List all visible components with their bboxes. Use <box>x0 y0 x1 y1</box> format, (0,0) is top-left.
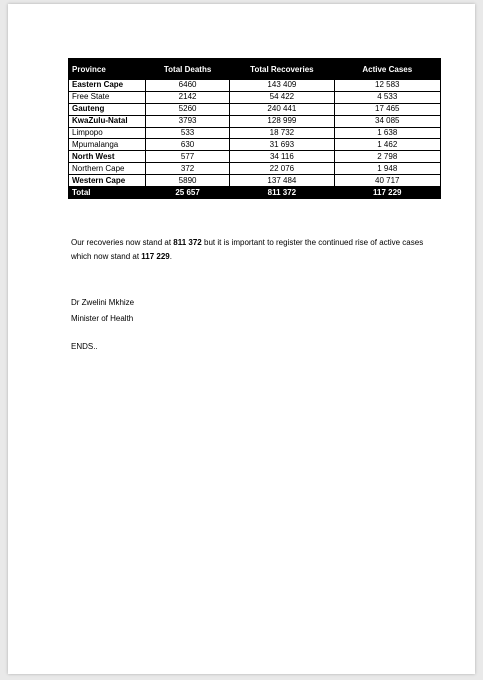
paragraph-text-1: Our recoveries now stand at <box>71 238 174 247</box>
province-cell: North West <box>69 151 146 163</box>
table-row <box>69 115 441 127</box>
province-cell: Northern Cape <box>69 163 146 175</box>
signatory-title: Minister of Health <box>71 314 134 323</box>
deaths-cell: 372 <box>145 163 229 175</box>
deaths-cell: 5890 <box>145 175 229 187</box>
recoveries-cell: 34 116 <box>230 151 334 163</box>
deaths-cell: 6460 <box>145 80 229 92</box>
total-deaths: 25 657 <box>145 187 229 199</box>
deaths-cell: 630 <box>145 139 229 151</box>
active-cell: 12 583 <box>334 80 440 92</box>
active-cases-figure: 117 229 <box>141 252 170 261</box>
table-row <box>69 80 441 92</box>
header-province: Province <box>69 59 146 80</box>
paragraph-text-3: . <box>169 252 172 261</box>
table-row <box>69 175 441 187</box>
deaths-cell: 3793 <box>145 115 229 127</box>
active-cell: 4 533 <box>334 91 440 103</box>
recoveries-cell: 54 422 <box>230 91 334 103</box>
recoveries-cell: 240 441 <box>230 103 334 115</box>
deaths-cell: 5260 <box>145 103 229 115</box>
table-row <box>69 151 441 163</box>
ends-marker: ENDS.. <box>71 342 98 351</box>
province-cell: Eastern Cape <box>69 80 146 92</box>
total-active: 117 229 <box>334 187 440 199</box>
paragraph-text-2: but it is important to register the continued rise of active cases which now stand at <box>71 238 424 261</box>
recoveries-cell: 137 484 <box>230 175 334 187</box>
recoveries-cell: 31 693 <box>230 139 334 151</box>
deaths-cell: 2142 <box>145 91 229 103</box>
recoveries-cell: 128 999 <box>230 115 334 127</box>
header-active-cases: Active Cases <box>334 59 440 80</box>
table-header-row <box>69 59 441 80</box>
deaths-cell: 577 <box>145 151 229 163</box>
active-cell: 1 638 <box>334 127 440 139</box>
table-row <box>69 127 441 139</box>
active-cell: 1 948 <box>334 163 440 175</box>
total-row <box>69 187 441 199</box>
recoveries-cell: 22 076 <box>230 163 334 175</box>
active-cell: 34 085 <box>334 115 440 127</box>
header-total-recoveries: Total Recoveries <box>230 59 334 80</box>
provincial-stats-table <box>68 58 441 199</box>
province-cell: Gauteng <box>69 103 146 115</box>
header-total-deaths: Total Deaths <box>145 59 229 80</box>
recoveries-cell: 18 732 <box>230 127 334 139</box>
province-cell: Mpumalanga <box>69 139 146 151</box>
table-row <box>69 91 441 103</box>
total-label: Total <box>69 187 146 199</box>
province-cell: Limpopo <box>69 127 146 139</box>
deaths-cell: 533 <box>145 127 229 139</box>
active-cell: 2 798 <box>334 151 440 163</box>
recoveries-paragraph <box>71 236 431 264</box>
table-row <box>69 139 441 151</box>
province-cell: KwaZulu-Natal <box>69 115 146 127</box>
active-cell: 1 462 <box>334 139 440 151</box>
province-cell: Western Cape <box>69 175 146 187</box>
recoveries-cell: 143 409 <box>230 80 334 92</box>
active-cell: 40 717 <box>334 175 440 187</box>
recoveries-figure: 811 372 <box>173 238 202 247</box>
table-row <box>69 163 441 175</box>
total-recoveries: 811 372 <box>230 187 334 199</box>
table-row <box>69 103 441 115</box>
active-cell: 17 465 <box>334 103 440 115</box>
document-page <box>8 4 475 674</box>
province-cell: Free State <box>69 91 146 103</box>
signatory-name: Dr Zwelini Mkhize <box>71 298 135 307</box>
